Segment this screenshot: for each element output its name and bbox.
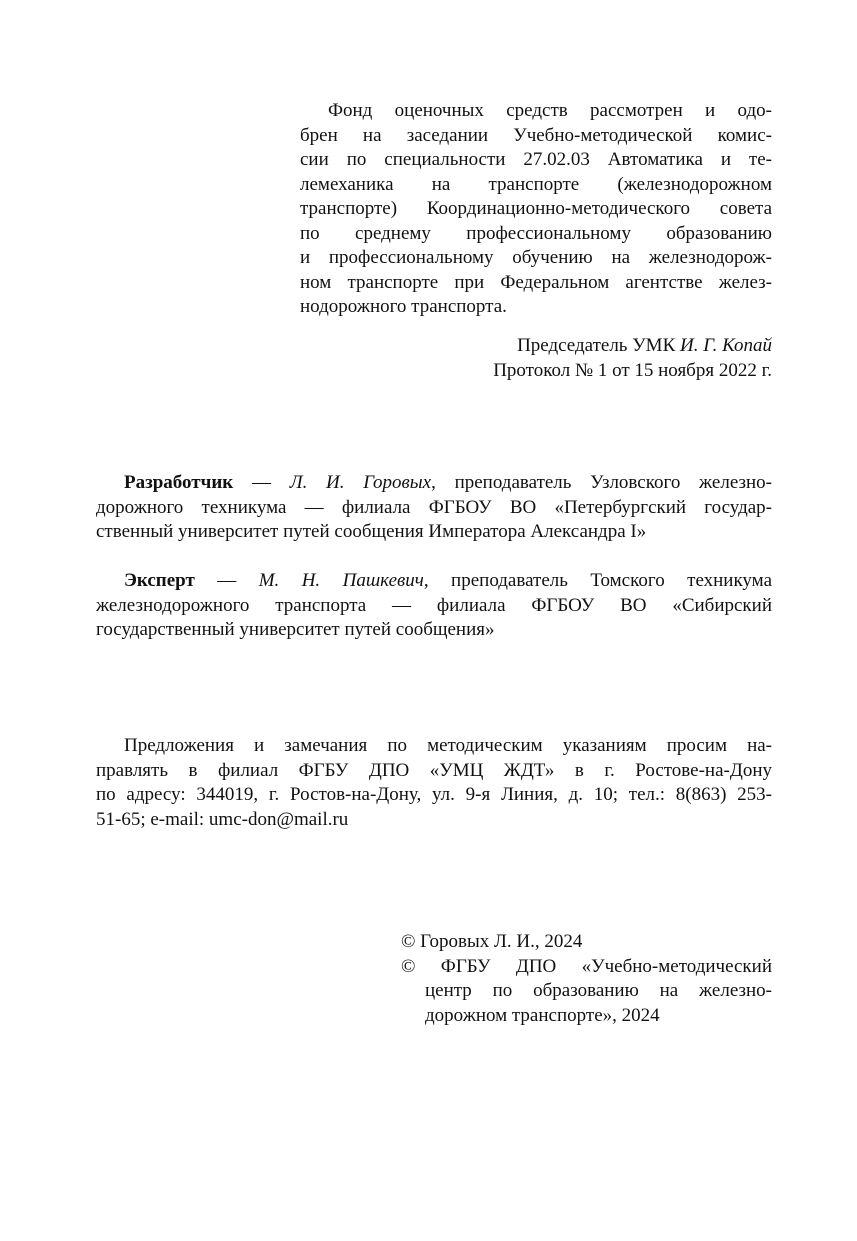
chair-prefix: Председатель УМК	[517, 335, 680, 356]
copyright-line-4: дорожном транспорте», 2024	[425, 1004, 660, 1026]
approval-line: по среднему профессиональному образованию	[300, 222, 772, 244]
developer-name: Л. И. Горовых	[289, 472, 432, 493]
protocol-line: Протокол № 1 от 15 ноября 2022 г.	[493, 359, 772, 381]
expert-name: М. Н. Пашкевич	[258, 570, 424, 591]
approval-line: Фонд оценочных средств рассмотрен и одо-	[328, 100, 772, 121]
expert-block	[96, 569, 772, 643]
expert-line-1	[96, 569, 772, 594]
suggestions-line: правлять в филиал ФГБУ ДПО «УМЦ ЖДТ» в г. Ростове-на-Дону	[96, 759, 772, 781]
approval-line: и профессиональному обучению на железнодорож-	[300, 247, 772, 268]
developer-line-3: ственный университет путей сообщения Императора Александра I»	[96, 521, 647, 542]
developer-role: Разработчик	[124, 472, 234, 493]
expert-line-3: государственный университет путей сообщения»	[96, 619, 495, 640]
copyright-block	[401, 930, 772, 1028]
chair-name: И. Г. Копай	[680, 335, 772, 356]
expert-role: Эксперт	[124, 570, 195, 591]
approval-line: брен на заседании Учебно-методической комис-	[300, 124, 772, 146]
chair-line	[300, 334, 772, 359]
developer-dash: —	[233, 472, 290, 493]
approval-line: нодорожного транспорта.	[300, 296, 507, 317]
suggestions-line: по адресу: 344019, г. Ростов-на-Дону, ул. 9-я Линия, д. 10; тел.: 8(863) 253-	[96, 784, 772, 805]
developer-line-1	[96, 471, 772, 496]
suggestions-line: Предложения и замечания по методическим указаниям просим на-	[124, 735, 772, 756]
suggestions-line: 51-65; e-mail: umc-don@mail.ru	[96, 808, 349, 830]
developer-block	[96, 471, 772, 545]
expert-line-2: железнодорожного транспорта — филиала ФГБОУ ВО «Сибирский	[96, 594, 772, 616]
approval-block	[300, 99, 772, 320]
copyright-line-2: © ФГБУ ДПО «Учебно-методический	[401, 955, 772, 977]
approval-line: транспорте) Координационно-методического совета	[300, 198, 772, 219]
approval-line: лемеханика на транспорте (железнодорожном	[300, 173, 772, 195]
approval-line: ном транспорте при Федеральном агентстве желез-	[300, 271, 772, 293]
expert-dash: —	[194, 570, 259, 591]
copyright-line-3: центр по образованию на железно-	[425, 980, 772, 1001]
suggestions-block	[96, 734, 772, 832]
copyright-line-1: © Горовых Л. И., 2024	[401, 931, 583, 952]
expert-line1-rest: , преподаватель Томского техникума	[423, 570, 772, 591]
developer-line1-rest: , преподаватель Узловского железно-	[431, 472, 772, 493]
approval-signature	[300, 334, 772, 383]
developer-line-2: дорожного техникума — филиала ФГБОУ ВО «Петербургский государ-	[96, 496, 772, 518]
approval-line: сии по специальности 27.02.03 Автоматика и те-	[300, 149, 772, 170]
